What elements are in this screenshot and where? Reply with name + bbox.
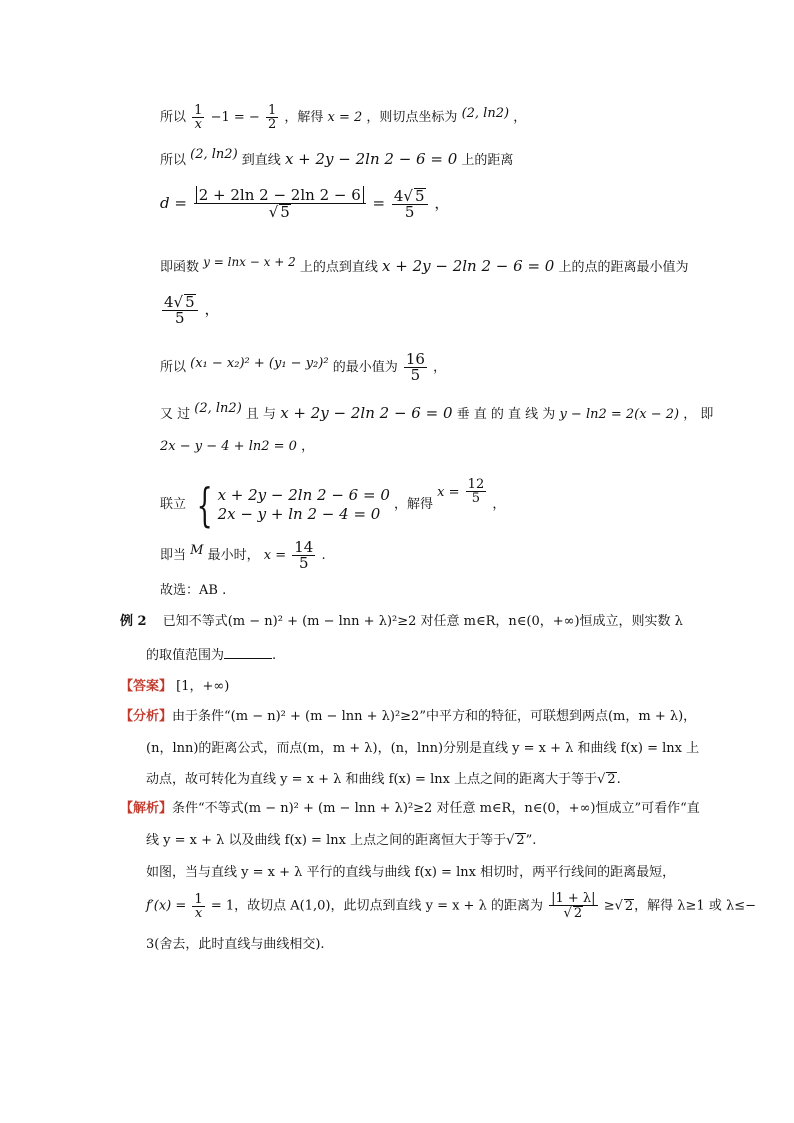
fraction: $\frac{1}{x}$ — [194, 891, 203, 921]
text: 所以 — [160, 110, 187, 125]
solution-tagline-5: 3(舍去，此时直线与曲线相交). — [146, 937, 325, 952]
system-of-equations: 联立 { x + 2y − 2ln 2 − 6 = 0 2x − y + ln 2 − 4 = 0 ，解得 x = $\frac{12}{5}$ ， — [160, 477, 506, 532]
fraction: $\frac{16}{5}$ — [405, 350, 425, 384]
fraction: $\frac{4√ 5}{5}$ — [392, 188, 428, 220]
analysis-line-2: (n，lnn)的距离公式，而点(m，m + λ)，(n，lnn)分别是直线 y = x + λ 和曲线 f(x) = lnx 上 — [146, 741, 700, 756]
text: −1 = − — [210, 110, 260, 125]
fraction: $\frac{1}{2}$ — [267, 103, 277, 132]
solution-tagline-3: 如图，当与直线 y = x + λ 平行的直线与曲线 f(x) = lnx 相切时，两平行线间的距离最短， — [146, 865, 676, 880]
solution-tagline-2: 线 y = x + λ 以及曲线 f(x) = lnx 上点之间的距离恒大于等于√ 2”. — [146, 833, 537, 848]
fraction: $\frac{1}{x}$ — [194, 103, 203, 132]
solution-line-1: 所以 $\frac{1}{x}$ −1 = − $\frac{1}{2}$ ，解得 x = 2 ，则切点坐标为 (2, ln2) ， — [160, 103, 527, 132]
math: 2x − y − 4 + ln2 = 0 — [160, 439, 297, 454]
fraction: $\frac{12}{5}$ — [467, 477, 485, 506]
solution-line-6: 所以 (x₁ − x₂)² + (y₁ − y₂)² 的最小值为 $\frac{16}{5}$ ， — [160, 350, 447, 384]
analysis-tag: 【分析】 — [120, 709, 173, 724]
math: y = lnx − x + 2 — [203, 255, 296, 269]
choice-answer: 故选：AB . — [160, 583, 227, 598]
solution-line-8: 2x − y − 4 + ln2 = 0 ， — [160, 439, 315, 454]
solution-tag: 【解析】 — [120, 801, 173, 816]
brace-icon: { — [196, 477, 213, 532]
fraction: $\frac{|1 + \lambda|}{√ 2}$ — [551, 891, 596, 921]
min-value: $\frac{4√ 5}{5}$ ， — [164, 293, 220, 327]
example-2-question: 例 2 已知不等式(m − n)² + (m − lnn + λ)²≥2 对任意 m∈R，n∈(0，+∞)恒成立，则实数 λ — [120, 614, 683, 629]
solution-line-10: 即当 M 最小时， x = $\frac{14}{5}$ . — [160, 538, 326, 572]
text: ，则切点坐标为 — [366, 110, 458, 125]
fraction: $\frac{4√ 5}{5}$ — [162, 294, 198, 326]
fraction: $\frac{14}{5}$ — [294, 538, 314, 572]
analysis-line-1: 【分析】由于条件“(m − n)² + (m − lnn + λ)²≥2”中平方和的特征，可联想到两点(m，m + λ)， — [120, 709, 697, 724]
solution-line-7: 又 过 (2, ln2) 且 与 x + 2y − 2ln 2 − 6 = 0 垂 直 的 直 线 为 y − ln2 = 2(x − 2) ， 即 — [160, 401, 714, 422]
math: y − ln2 = 2(x − 2) — [559, 407, 680, 422]
math: x + 2y − 2ln 2 − 6 = 0 — [280, 404, 453, 422]
math: (2, ln2) — [194, 401, 242, 416]
math: (2, ln2) — [190, 147, 238, 162]
solution-tagline-4: f′(x) = $\frac{1}{x}$ = 1，故切点 A(1,0)，此切点到直线 y = x + λ 的距离为 $\frac{|1 + \lambda|}{√ 2}$ ≥√ 2，解得 λ≥1 或 λ≤− — [146, 891, 756, 921]
answer-blank — [224, 648, 272, 659]
math: x = 2 — [327, 110, 363, 125]
fraction: $\frac{2 + 2\ln 2 - 2\ln 2 - 6}{√ 5}$ — [194, 188, 366, 220]
math: (x₁ − x₂)² + (y₁ − y₂)² — [190, 356, 329, 371]
example-label: 例 2 — [120, 614, 147, 629]
solution-line-2: 所以 (2, ln2) 到直线 x + 2y − 2ln 2 − 6 = 0 上的距离 — [160, 147, 514, 168]
text: ，解得 — [284, 110, 324, 125]
example-2-question-line2: 的取值范围为 . — [146, 648, 277, 663]
math: x + 2y − 2ln 2 − 6 = 0 — [284, 150, 458, 168]
math: x + 2y − 2ln 2 − 6 = 0 — [382, 257, 555, 275]
math: (2, ln2) — [461, 106, 510, 121]
solution-tagline-1: 【解析】条件“不等式(m − n)² + (m − lnn + λ)²≥2 对任意 m∈R，n∈(0，+∞)恒成立”可看作“直 — [120, 801, 700, 816]
distance-formula: d = $\frac{2 + 2\ln 2 - 2\ln 2 - 6}{√ 5}$ = $\frac{4√ 5}{5}$ ， — [160, 186, 450, 221]
solution-line-4: 即函数 y = lnx − x + 2 上的点到直线 x + 2y − 2ln 2 − 6 = 0 上的点的距离最小值为 — [160, 255, 689, 275]
answer-tag: 【答案】 — [120, 679, 173, 694]
analysis-line-3: 动点，故可转化为直线 y = x + λ 和曲线 f(x) = lnx 上点之间的距离大于等于√ 2. — [146, 772, 621, 787]
answer: 【答案】 [1，+∞) — [120, 679, 230, 694]
